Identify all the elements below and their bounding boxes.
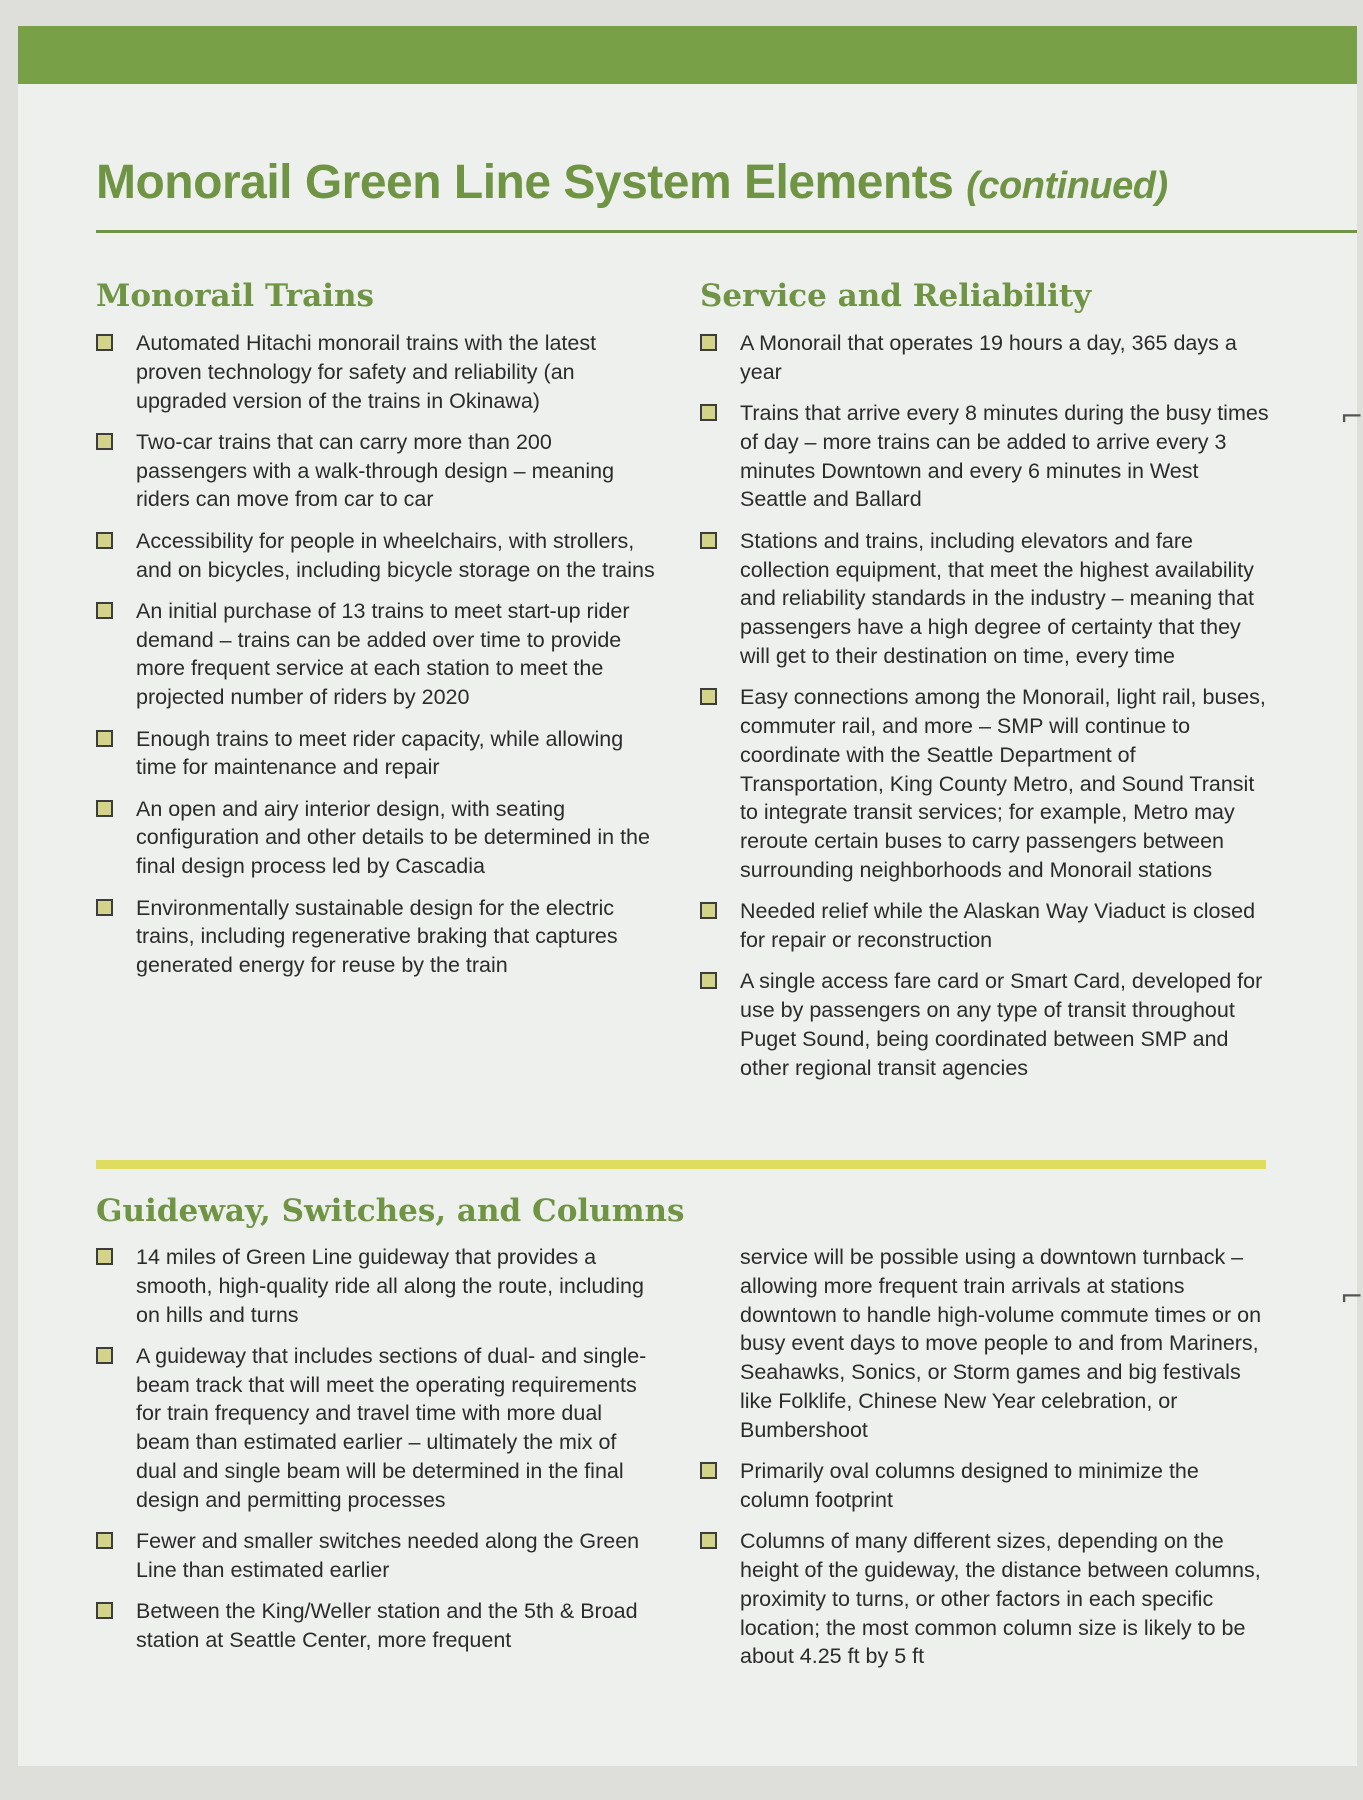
list-item: Primarily oval columns designed to minimize the column footprint bbox=[700, 1457, 1270, 1515]
page-title: Monorail Green Line System Elements (continued) bbox=[96, 156, 1168, 209]
list-item: A single access fare card or Smart Card, developed for use by passengers on any type of transit throughout Puget Sound, being coordinated between SMP and other regional transit agencies bbox=[700, 967, 1270, 1082]
list-item-continuation: service will be possible using a downtown turnback – allowing more frequent train arrivals at stations downtown to handle high-volume commute times or on busy event days to move people to and from Mariners, Seahawks, Sonics, or Storm games and big festivals like Folklife, Chinese New Year celebration, or Bumbershoot bbox=[740, 1245, 1262, 1442]
list-item: An open and airy interior design, with seating configuration and other details to be determined in the final design process led by Cascadia bbox=[96, 795, 656, 881]
list-guideway-right bbox=[700, 1243, 1270, 1684]
checkbox-bullet-icon bbox=[700, 404, 717, 421]
checkbox-bullet-icon bbox=[96, 899, 113, 916]
list-guideway-left bbox=[96, 1243, 656, 1667]
checkbox-bullet-icon bbox=[96, 602, 113, 619]
section-divider-rule bbox=[96, 1160, 1266, 1169]
list-item: Accessibility for people in wheelchairs, with strollers, and on bicycles, including bicycle storage on the trains bbox=[96, 527, 656, 585]
title-rule bbox=[96, 230, 1357, 233]
checkbox-bullet-icon bbox=[96, 1602, 113, 1619]
checkbox-bullet-icon bbox=[700, 972, 717, 989]
list-service-reliability bbox=[700, 329, 1270, 1095]
checkbox-bullet-icon bbox=[700, 688, 717, 705]
binding-mark-icon: ⌐ bbox=[1340, 1280, 1363, 1313]
list-item: Environmentally sustainable design for the electric trains, including regenerative braking that captures generated energy for reuse by the train bbox=[96, 894, 656, 980]
checkbox-bullet-icon bbox=[700, 1462, 717, 1479]
checkbox-bullet-icon bbox=[96, 730, 113, 747]
checkbox-bullet-icon bbox=[700, 334, 717, 351]
checkbox-bullet-icon bbox=[96, 1347, 113, 1364]
checkbox-bullet-icon bbox=[96, 1532, 113, 1549]
heading-guideway: Guideway, Switches, and Columns bbox=[96, 1193, 685, 1229]
list-item: Needed relief while the Alaskan Way Viaduct is closed for repair or reconstruction bbox=[700, 897, 1270, 955]
list-item: Automated Hitachi monorail trains with the latest proven technology for safety and reliability (an upgraded version of the trains in Okinawa) bbox=[96, 329, 656, 415]
list-item: Fewer and smaller switches needed along the Green Line than estimated earlier bbox=[96, 1527, 656, 1585]
checkbox-bullet-icon bbox=[700, 902, 717, 919]
list-item: Stations and trains, including elevators and fare collection equipment, that meet the highest availability and reliability standards in the industry – meaning that passengers have a high degree of certainty that they will get to their destination on time, every time bbox=[700, 527, 1270, 671]
title-continued: (continued) bbox=[966, 165, 1168, 207]
binding-mark-icon: ⌐ bbox=[1340, 400, 1363, 433]
list-item: A guideway that includes sections of dual- and single-beam track that will meet the operating requirements for train frequency and travel time with more dual beam than estimated earlier – ultimately the mix of dual and single beam will be determined in the final design and permitting processes bbox=[96, 1342, 656, 1515]
list-item: Trains that arrive every 8 minutes during the busy times of day – more trains can be added to arrive every 3 minutes Downtown and every 6 minutes in West Seattle and Ballard bbox=[700, 399, 1270, 514]
list-item: A Monorail that operates 19 hours a day, 365 days a year bbox=[700, 329, 1270, 387]
checkbox-bullet-icon bbox=[96, 334, 113, 351]
checkbox-bullet-icon bbox=[700, 532, 717, 549]
list-item: Enough trains to meet rider capacity, while allowing time for maintenance and repair bbox=[96, 725, 656, 783]
top-color-band bbox=[18, 26, 1357, 84]
checkbox-bullet-icon bbox=[96, 800, 113, 817]
list-item: An initial purchase of 13 trains to meet start-up rider demand – trains can be added over time to provide more frequent service at each station to meet the projected number of riders by 2020 bbox=[96, 597, 656, 712]
checkbox-bullet-icon bbox=[96, 532, 113, 549]
list-item: Between the King/Weller station and the 5th & Broad station at Seattle Center, more frequent bbox=[96, 1597, 656, 1655]
list-item: Easy connections among the Monorail, light rail, buses, commuter rail, and more – SMP will continue to coordinate with the Seattle Department of Transportation, King County Metro, and Sound Transit to integrate transit services; for example, Metro may reroute certain buses to carry passengers between surrounding neighborhoods and Monorail stations bbox=[700, 683, 1270, 885]
list-item: Two-car trains that can carry more than 200 passengers with a walk-through design – meaning riders can move from car to car bbox=[96, 428, 656, 514]
list-item: 14 miles of Green Line guideway that provides a smooth, high-quality ride all along the route, including on hills and turns bbox=[96, 1243, 656, 1329]
heading-monorail-trains: Monorail Trains bbox=[96, 278, 374, 314]
checkbox-bullet-icon bbox=[700, 1532, 717, 1549]
heading-service-reliability: Service and Reliability bbox=[700, 278, 1092, 314]
list-item: Columns of many different sizes, depending on the height of the guideway, the distance between columns, proximity to turns, or other factors in each specific location; the most common column size is likely to be about 4.25 ft by 5 ft bbox=[700, 1527, 1270, 1671]
checkbox-bullet-icon bbox=[96, 1248, 113, 1265]
checkbox-bullet-icon bbox=[96, 433, 113, 450]
list-monorail-trains bbox=[96, 329, 656, 992]
